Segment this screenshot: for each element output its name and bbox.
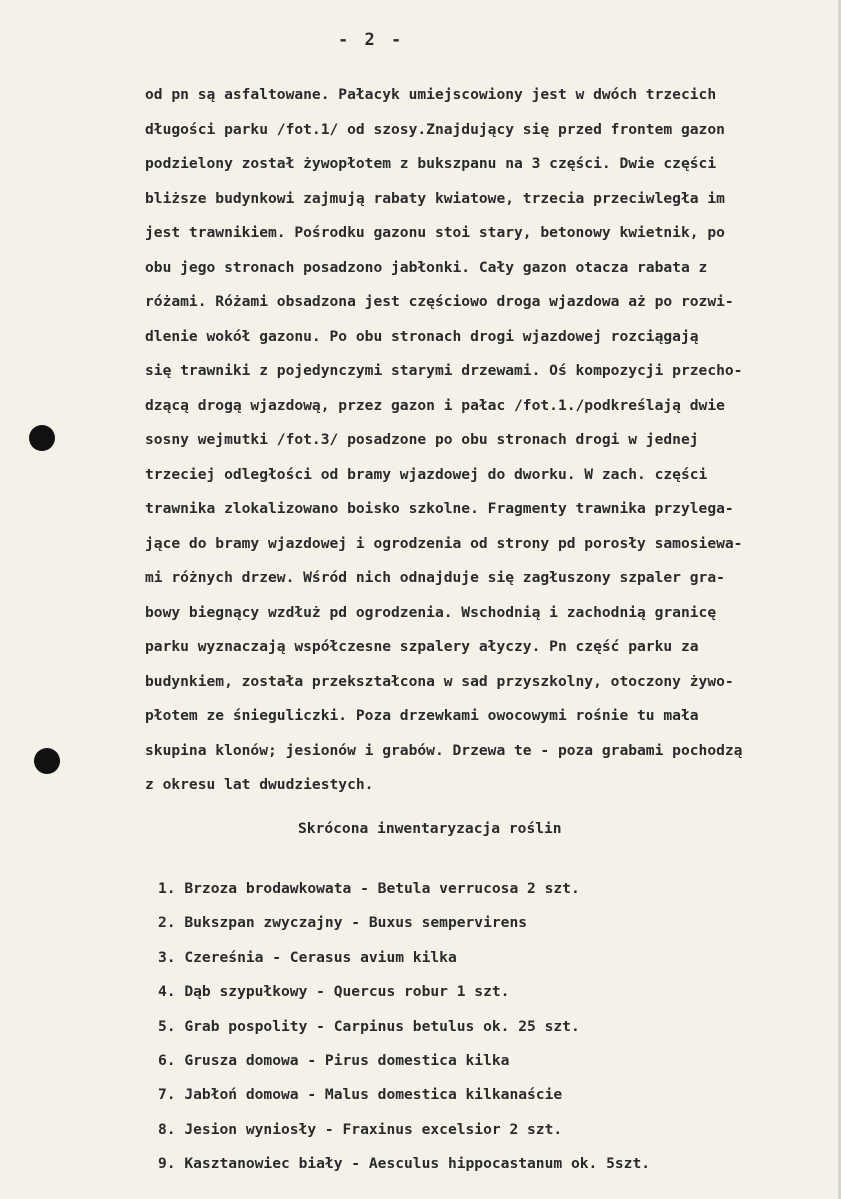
body-line: sosny wejmutki /fot.3/ posadzone po obu stronach drogi w jednej bbox=[145, 431, 699, 448]
body-line: skupina klonów; jesionów i grabów. Drzewa te - poza grabami pochodzą bbox=[145, 741, 743, 759]
body-line: dlenie wokół gazonu. Po obu stronach drogi wjazdowej rozciągają bbox=[145, 327, 699, 345]
punch-hole-lower bbox=[34, 748, 60, 774]
body-line: trzeciej odległości od bramy wjazdowej do dworku. W zach. części bbox=[145, 465, 708, 483]
body-line: jest trawnikiem. Pośrodku gazonu stoi stary, betonowy kwietnik, po bbox=[145, 224, 725, 241]
page-number: - 2 - bbox=[338, 30, 405, 50]
body-line: długości parku /fot.1/ od szosy.Znajdujący się przed frontem gazon bbox=[145, 120, 725, 138]
plant-list-item: 9. Kasztanowiec biały - Aesculus hippocastanum ok. 5szt. bbox=[158, 1155, 651, 1173]
body-line: różami. Różami obsadzona jest częściowo droga wjazdowa aż po rozwi- bbox=[145, 293, 734, 310]
body-line: obu jego stronach posadzono jabłonki. Cały gazon otacza rabata z bbox=[145, 258, 708, 276]
plant-list-item: 2. Bukszpan zwyczajny - Buxus sempervirens bbox=[158, 914, 528, 932]
plant-list-item: 4. Dąb szypułkowy - Quercus robur 1 szt. bbox=[158, 983, 510, 1001]
plant-list-item: 1. Brzoza brodawkowata - Betula verrucosa 2 szt. bbox=[158, 880, 580, 897]
body-line: podzielony został żywopłotem z bukszpanu na 3 części. Dwie części bbox=[145, 155, 717, 172]
plant-list-item: 3. Czereśnia - Cerasus avium kilka bbox=[158, 948, 457, 966]
punch-hole-upper bbox=[29, 425, 55, 451]
body-paragraph bbox=[145, 78, 841, 803]
body-line: parku wyznaczają współczesne szpalery ałyczy. Pn część parku za bbox=[145, 638, 699, 655]
body-line: z okresu lat dwudziestych. bbox=[145, 776, 374, 793]
body-line: jące do bramy wjazdowej i ogrodzenia od strony pd porosły samosiewa- bbox=[145, 534, 743, 552]
body-line: płotem ze śnieguliczki. Poza drzewkami owocowymi rośnie tu mała bbox=[145, 707, 699, 724]
body-line: trawnika zlokalizowano boisko szkolne. Fragmenty trawnika przylega- bbox=[145, 500, 734, 517]
plant-list-item: 8. Jesion wyniosły - Fraxinus excelsior 2 szt. bbox=[158, 1120, 563, 1138]
body-line: bowy biegnący wzdłuż pd ogrodzenia. Wschodnią i zachodnią granicę bbox=[145, 603, 717, 621]
plant-inventory-list bbox=[158, 872, 650, 1182]
body-line: budynkiem, została przekształcona w sad przyszkolny, otoczony żywo- bbox=[145, 672, 734, 690]
plant-list-item: 5. Grab pospolity - Carpinus betulus ok. 25 szt. bbox=[158, 1017, 580, 1035]
body-line: dzącą drogą wjazdową, przez gazon i pałac /fot.1./podkreślają dwie bbox=[145, 396, 725, 414]
body-line: mi różnych drzew. Wśród nich odnajduje się zagłuszony szpaler gra- bbox=[145, 569, 725, 586]
body-line: bliższe budynkowi zajmują rabaty kwiatowe, trzecia przeciwległa im bbox=[145, 189, 725, 207]
section-heading: Skrócona inwentaryzacja roślin bbox=[298, 820, 562, 837]
plant-list-item: 7. Jabłoń domowa - Malus domestica kilkanaście bbox=[158, 1086, 563, 1104]
body-line: się trawniki z pojedynczymi starymi drzewami. Oś kompozycji przecho- bbox=[145, 362, 743, 379]
body-line: od pn są asfaltowane. Pałacyk umiejscowiony jest w dwóch trzecich bbox=[145, 86, 717, 103]
plant-list-item: 6. Grusza domowa - Pirus domestica kilka bbox=[158, 1051, 510, 1069]
